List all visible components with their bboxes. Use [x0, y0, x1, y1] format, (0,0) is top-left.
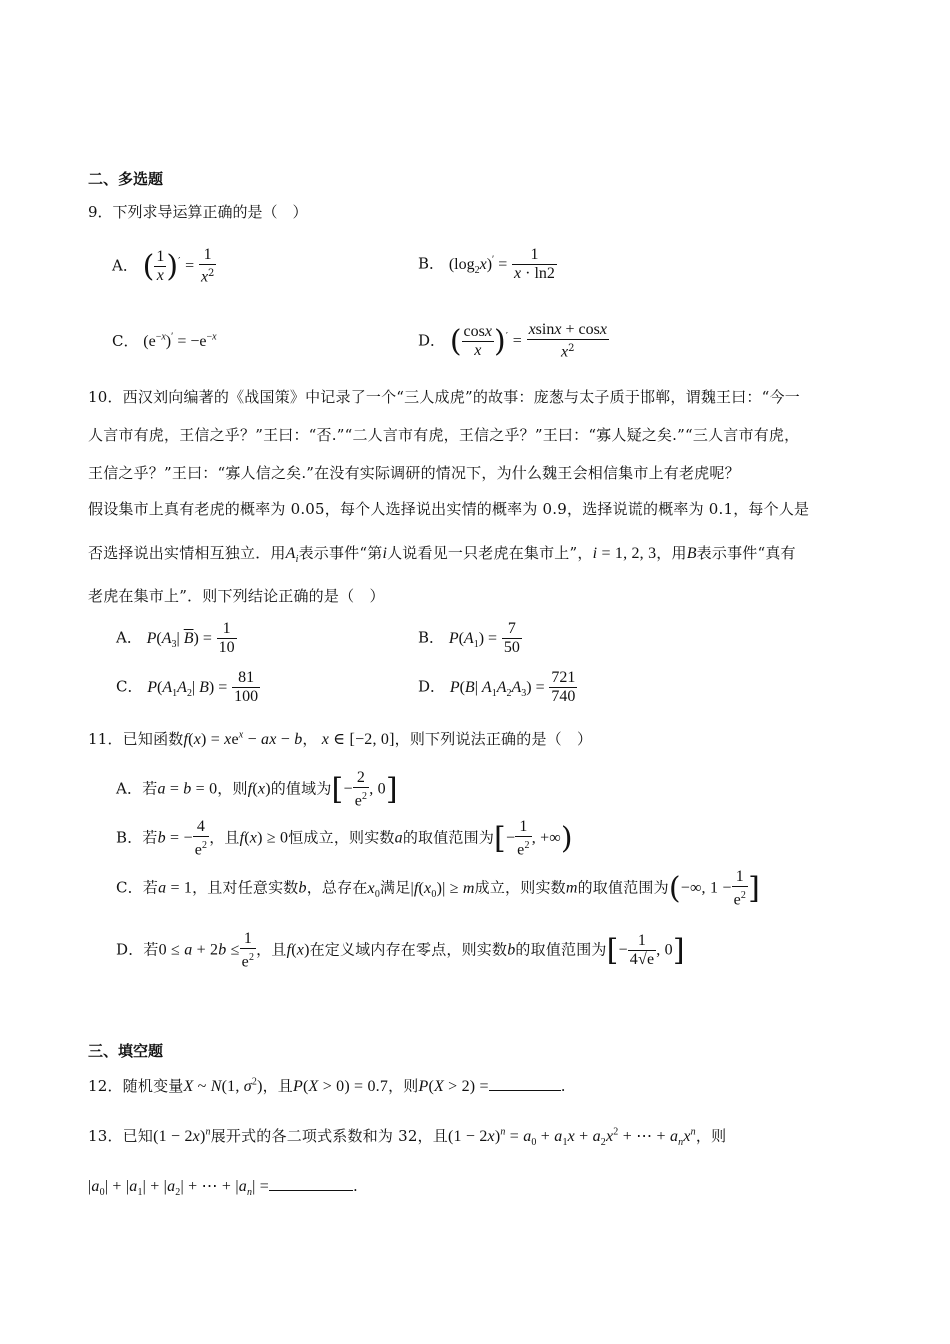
q9-option-b: B． $(\log_2x)'$ = $\frac{1}{x \cdot \ln 2}$	[418, 246, 555, 282]
q10-line-6: 老虎在集市上”．则下列结论正确的是（ ）	[88, 587, 385, 605]
question-12: 12．随机变量X ~ N(1, $\sigma^2$)，且P(X > 0) = 0.7，则P(X > 2) = .	[88, 1076, 566, 1095]
q9-option-a: A． ( $\frac{1}{x}$ )′ = $\frac{1}{x^2}$	[112, 246, 215, 286]
q11-option-b: B．若b = − $\frac{4}{e^2}$ ，且f(x) ≥ 0恒成立，则实数a的取值范围为[− $\frac{1}{e^2}$ , +∞)	[116, 818, 573, 859]
q10-option-c: C． $P(A_1A_2|$ B) = $\frac{81}{100}$	[116, 669, 259, 705]
q10-line-4: 假设集市上真有老虎的概率为 0.05，每个人选择说出实情的概率为 0.9，选择说谎的概率为 0.1，每个人是	[88, 500, 810, 518]
answer-blank[interactable]	[489, 1090, 561, 1091]
q10-option-d: D． P(B| $A_1A_2A_3$) = $\frac{721}{740}$	[418, 669, 576, 705]
option-label: A．	[112, 256, 138, 275]
q11-option-a: A．若a = b = 0，则f(x)的值域为[− $\frac{2}{e^2}$ , 0]	[116, 769, 398, 810]
q9-option-d: D． ( $\frac{\cos x}{x}$ )′ = $\frac{xsinx + \cos x}{x^2}$	[418, 321, 607, 361]
question-13-line-1: 13．已知$(1 - 2x)^n$展开式的各二项式系数和为 32，且$(1 - 2x)^n = a_0 + a_1x + a_2x^2$ + ⋯ + $a_nx^n$，则	[88, 1126, 727, 1149]
q11-option-c: C．若a = 1，且对任意实数b，总存在$x_0$满足$|f(x_0)| \ge m$成立，则实数m的取值范围为(−∞, 1 − $\frac{1}{e^2}$ ]	[116, 868, 760, 909]
question-13-line-2: $|a_0| + |a_1| + |a_2|$ + ⋯ + $|a_n|$ = .	[88, 1177, 358, 1199]
q10-line-2: 人言市有虎，王信之乎？”王曰：“否.”“二人言市有虎，王信之乎？”王曰：“寡人疑之矣.”“三人言市有虎，	[88, 426, 800, 444]
q10-option-a: A． $P(A_3|$ $\overline{B}$) = $\frac{1}{10}$	[116, 620, 235, 656]
q11-option-d: D．若0 ≤ a + 2b ≤ $\frac{1}{e^2}$ ，且f(x)在定义域内存在零点，则实数b的取值范围为[− $\frac{1}{4√e}$ , 0]	[116, 930, 685, 971]
answer-blank[interactable]	[269, 1190, 353, 1191]
q10-option-b: B． $P(A_1)$ = $\frac{7}{50}$	[418, 620, 520, 656]
question-9-stem: 9．下列求导运算正确的是（ ）	[88, 203, 308, 221]
section-heading-fill: 三、填空题	[88, 1042, 164, 1060]
section-heading-multi: 二、多选题	[88, 170, 164, 188]
option-label: D．	[418, 331, 446, 350]
q10-line-1: 10．西汉刘向编著的《战国策》中记录了一个“三人成虎”的故事：庞葱与太子质于邯郸，谓魏王曰：“今一	[88, 388, 800, 406]
q9-option-c: C． $(e^{-x})' = -e^{-x}$	[112, 331, 217, 350]
question-11-stem: 11．已知函数$f(x) = xe^x$ − ax − b， x ∈ [−2, 0]，则下列说法正确的是（ ）	[88, 729, 593, 748]
q10-line-3: 王信之乎？”王曰：“寡人信之矣.”在没有实际调研的情况下，为什么魏王会相信集市上有老虎呢？	[88, 464, 740, 482]
option-label: C．	[112, 332, 139, 350]
q10-line-5: 否选择说出实情相互独立．用$A_i$表示事件“第i人说看见一只老虎在集市上”，i = 1, 2, 3，用B表示事件“真有	[88, 544, 796, 566]
option-label: B．	[418, 254, 445, 273]
